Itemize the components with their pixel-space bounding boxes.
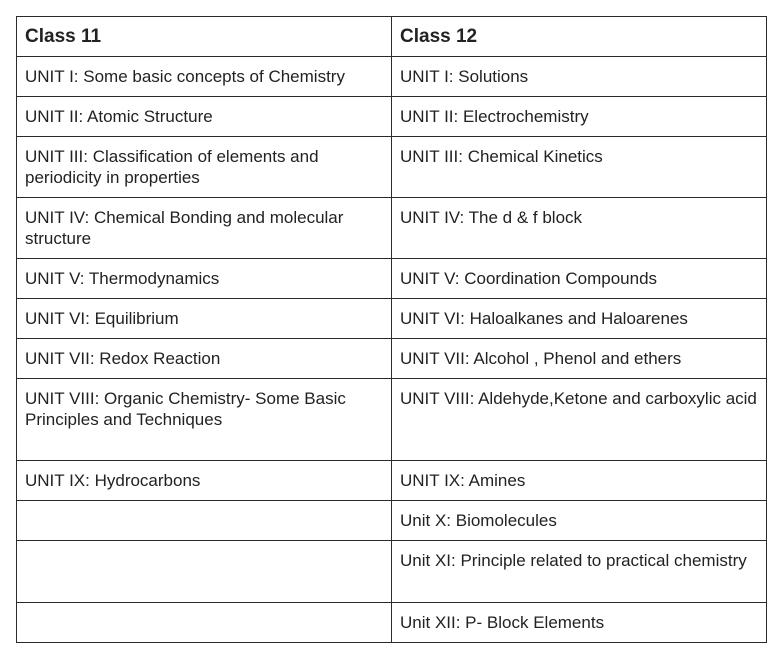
class-12-unit-cell: Unit X: Biomolecules xyxy=(392,501,767,541)
table-row xyxy=(17,339,767,379)
class-12-unit-cell: UNIT VI: Haloalkanes and Haloarenes xyxy=(392,299,767,339)
class-12-unit-cell: UNIT II: Electrochemistry xyxy=(392,97,767,137)
class-11-unit-cell: UNIT IX: Hydrocarbons xyxy=(17,461,392,501)
class-11-unit-cell xyxy=(17,501,392,541)
class-12-unit-cell: Unit XI: Principle related to practical chemistry xyxy=(392,541,767,603)
table-row xyxy=(17,461,767,501)
class-11-unit-cell xyxy=(17,603,392,643)
table-row xyxy=(17,137,767,198)
table-row xyxy=(17,501,767,541)
class-11-unit-cell: UNIT III: Classification of elements and periodicity in properties xyxy=(17,137,392,198)
table-header-row xyxy=(17,17,767,57)
class-11-unit-cell: UNIT II: Atomic Structure xyxy=(17,97,392,137)
class-12-unit-cell: UNIT V: Coordination Compounds xyxy=(392,259,767,299)
class-11-unit-cell: UNIT VII: Redox Reaction xyxy=(17,339,392,379)
class-11-unit-cell: UNIT IV: Chemical Bonding and molecular structure xyxy=(17,198,392,259)
class-12-unit-cell: UNIT I: Solutions xyxy=(392,57,767,97)
column-header-class-12: Class 12 xyxy=(392,17,767,57)
class-12-unit-cell: UNIT VIII: Aldehyde,Ketone and carboxylic acid xyxy=(392,379,767,461)
class-12-unit-cell: UNIT IV: The d & f block xyxy=(392,198,767,259)
class-12-unit-cell: UNIT III: Chemical Kinetics xyxy=(392,137,767,198)
class-12-unit-cell: UNIT VII: Alcohol , Phenol and ethers xyxy=(392,339,767,379)
class-11-unit-cell: UNIT V: Thermodynamics xyxy=(17,259,392,299)
table-row xyxy=(17,299,767,339)
table-row xyxy=(17,541,767,603)
table-row xyxy=(17,97,767,137)
class-11-unit-cell: UNIT I: Some basic concepts of Chemistry xyxy=(17,57,392,97)
class-11-unit-cell: UNIT VIII: Organic Chemistry- Some Basic Principles and Techniques xyxy=(17,379,392,461)
table-row xyxy=(17,379,767,461)
class-11-unit-cell: UNIT VI: Equilibrium xyxy=(17,299,392,339)
table-row xyxy=(17,603,767,643)
class-11-unit-cell xyxy=(17,541,392,603)
table-row xyxy=(17,259,767,299)
class-12-unit-cell: UNIT IX: Amines xyxy=(392,461,767,501)
column-header-class-11: Class 11 xyxy=(17,17,392,57)
table-row xyxy=(17,198,767,259)
class-12-unit-cell: Unit XII: P- Block Elements xyxy=(392,603,767,643)
table-row xyxy=(17,57,767,97)
syllabus-table xyxy=(16,16,767,643)
